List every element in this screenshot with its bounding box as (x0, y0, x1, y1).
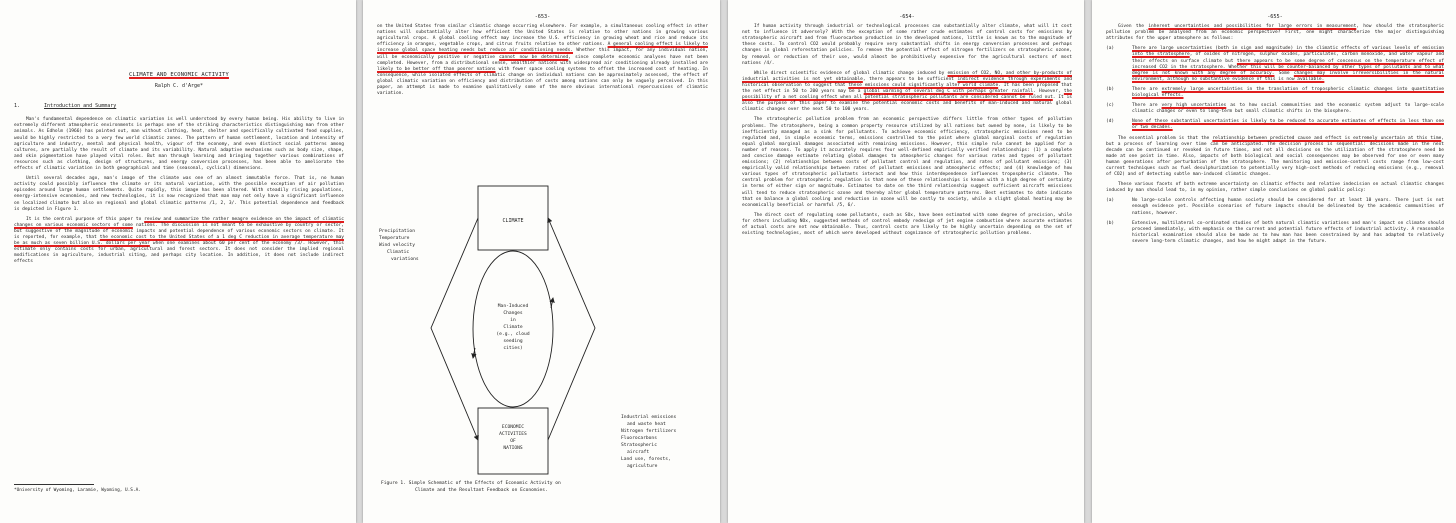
highlighted-text: extremely large uncertainties in the translation of tropospheric climatic changes into quantitative biological effects. (1132, 86, 1445, 99)
text-run: , of oxides of nitrogen, sulphur oxides, particulates, carbon monoxide, and water vapour and their effects on surface climate but (1132, 52, 1445, 64)
document-page-2 (363, 0, 720, 523)
highlighted-text: There are large uncertainties (both in sign and magnitude) in the climatic effects of various levels of emission into the stratosphere (1132, 46, 1444, 58)
list-item (1106, 119, 1444, 131)
center-label-line: cities) (503, 346, 523, 351)
paper-author: Ralph C. d'Arge* (154, 83, 204, 90)
right-arrow-path (548, 218, 595, 440)
text-run: on the United States from similar climatic change occurring elsewhere. For example, a simultaneous cooling effect in other nations will substantially alter how efficient the United States is relative to other nations in growing various agricultural crops. A global cooling effect may increase the U.S. efficiency in growing wheat and rice and reduce its efficiency in oranges, vegetable crops, and citrus fruits relative to other nations. (377, 24, 708, 48)
highlighted-text: indirect evidence through experiments (957, 76, 1061, 82)
center-label-line: Climate (503, 325, 523, 330)
figure-caption-line: Climate and the Resultant Feedback on Economies. (415, 488, 548, 493)
text-run: Given the (1118, 24, 1149, 30)
right-label-line: Industrial emissions (621, 415, 677, 420)
text-run: , since complete economic analyses have not been completed. However, from a distributional sense, wealthier nations with widespread air conditioning already installed are (377, 54, 708, 66)
list-label: (a) (1106, 46, 1115, 52)
list-text: No large-scale controls affecting human society should be considered for at least 10 years. There just is not enough evidence yet. Possible scenarios of future impacts should be delineated by the academic communities of nations, however. (1132, 198, 1444, 216)
text-run: It is the central purpose of this paper to (26, 216, 145, 222)
highlighted-text: emission of CO2, NO, and other by-products of industrial activities is not yet obtainable (742, 70, 1072, 82)
highlighted-text: global warming of several deg C with perhaps greater rainfall (863, 89, 1034, 95)
paper-title (14, 72, 344, 78)
text-run: Some (1274, 70, 1294, 76)
left-arrow-path (431, 218, 478, 440)
loop-arrow-up (551, 298, 553, 308)
list-text (1132, 87, 1444, 99)
section-number: 1. (14, 103, 21, 110)
right-label-line: Stratospheric (621, 443, 657, 448)
text-run: , there appears to be sufficient (862, 76, 958, 82)
text-run: Whether this impact, for any individual nation, will be economically positive or negative (377, 48, 709, 60)
right-label-line: Nitrogen fertilizers (621, 429, 677, 434)
paragraph (377, 24, 708, 97)
document-page-1 (0, 0, 356, 523)
list-item (1106, 221, 1444, 245)
highlighted-text: cannot now be determined (499, 54, 569, 60)
figure-caption-line: Figure 1. Simple Schematic of the Effects of Economic Activity on (381, 481, 561, 486)
climate-box-label: CLIMATE (502, 218, 524, 224)
page-4-content (1106, 0, 1444, 523)
highlighted-text: very high uncertainties (1161, 103, 1227, 109)
text-run: There are (1132, 103, 1162, 109)
highlighted-text: these emissions could significantly alter world climate (848, 82, 999, 88)
text-run: with fewer space cooling systems to offset the increased cost of heating. In consequence, while isolated effects of climatic change on individual nations can be approximately assessed, the effect of global climatic variation on efficiency and distribution of costs among nations can only be vaguely perceived. In this paper, an attempt is made to examine qualitatively some of the more obvious international repercussions of climatic variation. (377, 66, 708, 97)
paragraph: The stratospheric pollution problem from an economic perspective differs little from other types of pollution problems. The stratosphere, being a common property resource utilized by all nations but owned by none, is likely to be inefficiently managed as a sink for pollutants. To achieve economic efficiency, stratospheric emissions need to be regulated and, in simple economic terms, emissions controlled to the point where global marginal costs of regulation equal global marginal damages associated with remaining emissions. However, this simple rule cannot be applied for a number of reasons. To apply it accurately requires four well-defined empirically verified relationships: (1) a complete and concise damage estimate relating global damages to atmospheric changes for various rates and types of pollutant emissions; (2) relationships between costs of pollutant control and regulation, and rates of pollutant emissions; (3) empirically valid relationships between rates of pollutant emissions and atmospheric effects; and (4) knowledge of how various types of stratospheric pollutants interact and how this interdependence influences tropospheric climate. The central problem for stratospheric regulation is that none of these relationships is known with a high degree of certainty in terms of either sign or magnitude. Estimates to date on the third relationship suggest sufficient aircraft emissions will tend to reduce stratospheric ozone and thereby alter global temperature patterns. Best estimates to date indicate that on balance a global cooling and reduction in ozone will be costly to society, while a slight global heating may be economically beneficial or harmful /5, 6/. (742, 117, 1072, 208)
econ-box-line: OF (510, 439, 516, 444)
list-text (1132, 46, 1444, 83)
page-number: -653- (534, 14, 551, 20)
highlighted-text: None of these substantial uncertainties is likely to be reduced to accurate estimates of effects in less than one or two decades. (1132, 119, 1444, 131)
section-title: Introduction and Summary (44, 103, 117, 110)
text-run: . It has been proposed that the net effect in 50 to 200 years may be a (742, 82, 1072, 95)
footnote (14, 484, 141, 493)
text-run: . It is also the purpose of this paper to examine the potential economic costs and benefits of man-induced and natural global climatic changes over the next 50 to 100 years. (742, 95, 1073, 113)
highlighted-text: relationship between predicted cause and effect is extremely uncertain at this time (1212, 135, 1442, 141)
right-label-line: agriculture (627, 464, 658, 469)
text-run: nations. The discussion is not meant to be exhaustive by country or sector, but suggestive of the magnitude of economic impacts and potential dependence of various economic sectors on climate. It is reported, for example, that (14, 222, 345, 240)
center-label-line: in (510, 318, 516, 323)
page-number: -654- (899, 14, 915, 20)
highlighted-text: A general cooling effect is likely to increase global space heating needs but reduce air conditioning needs. (377, 42, 708, 54)
paragraph: Man's fundamental dependence on climatic variation is well understood by every human being. His ability to live in extremely different atmospheric environments is perhaps one of the striking characteristics distinguishing man from other animals. As Edholm (1966) has pointed out, man without clothing, heat, shelter and specifically cultivated food supplies, would be highly restricted to a very few world climatic zones. The pattern of human settlement, location and intensity of agriculture and industry, mental and physical health, vigour of the economy, and even distinct social patterns among cultures, are partially the result of climate and its variability. Natural adaptive mechanisms such as body size, shape, and skin pigmentation have played vital roles. But man through learning and bringing together various combinations of resources such as clothing, design of structures, and energy conversion processes, has been able to ameliorate the effects of climatic variation in both geographical and time (seasonal, cyclical) dimensions. (14, 117, 344, 172)
list-item (1106, 198, 1444, 216)
highlighted-text: review and summarize the rather meagre evidence on the impact of climatic changes on various economic sectors of some (14, 216, 344, 228)
highlighted-text: there appears to be some degree of concensus on the temperature effect of increased CO2 in the stratosphere. Whether this will be counter-balanced by other types of pollutants and to what degree is not known with any degree of accuracy. (1132, 58, 1444, 76)
text-run: , how should the stratospheric pollution problem be analysed from an economic perspective? First, one might characterize the major distinguishing attributes for the upper atmosphere as follows: (1106, 24, 1445, 42)
left-label-line: Wind velocity (379, 243, 415, 248)
paragraph: These various facets of both extreme uncertainty on climatic effects and relative indecision on actual climatic changes induced by man should lead to, in my opinion, rather simple conclusions on global public policy: (1106, 182, 1444, 194)
econ-box-line: NATIONS (503, 446, 523, 451)
list-label: (c) (1106, 103, 1115, 109)
text-run: There are (1132, 86, 1162, 92)
list-label: (d) (1106, 119, 1115, 125)
highlighted-text: the economic cost to the United States of a 1 deg C reduction in average temperature may be as much as seven billion U.S. dollars per year (14, 234, 344, 247)
list-label: (b) (1106, 86, 1115, 92)
section-heading (14, 103, 344, 109)
left-label-line: Temperature (379, 236, 410, 241)
center-label-line: Changes (503, 311, 523, 316)
center-label-line: (e.g., cloud (496, 332, 530, 337)
econ-box-line: ECONOMIC (501, 425, 525, 430)
highlighted-text: changes may involve irreversibilities in the natural environment, although no substantive evidence of this is now available. (1132, 70, 1444, 82)
list-item (1106, 87, 1444, 99)
list-text (1132, 103, 1444, 115)
right-label-line: aircraft (627, 450, 650, 455)
paragraph: If human activity through industrial or technological processes can substantially alter climate, what will it cost not to influence it adversely? With the exception of some rather crude estimates of control costs for emissions by stratospheric aircraft and from fluorocarbon production in the developed nations, little is known as to the magnitude of these costs. To control CO2 would probably require very substantial shifts in energy conversion processes and perhaps changes in global reforestation policies. To remove the potential effect of nitrogen fertilizers on stratospheric ozone, by removal or reduction of their use, would almost be prohibitively expensive for the agricultural sectors of most nations /4/. (742, 24, 1072, 66)
text-run: While direct scientific evidence of global climatic change induced by (754, 70, 948, 76)
list-text (1132, 119, 1444, 131)
text-run: . However, (1033, 89, 1064, 95)
text-run: and historical observation to suggest that (742, 76, 1073, 88)
right-label-line: Fluorocarbons (621, 436, 657, 441)
list-label: (b) (1106, 220, 1115, 226)
center-label-line: seeding (503, 339, 523, 344)
text-run: as to how social communities and the economic system adjust to large-scale climatic changes or even to long-term but small climatic shifts in the biosphere. (1132, 103, 1445, 115)
paragraph: The direct cost of regulating some pollutants, such as SOx, have been estimated with some degree of precision, while for others including NOx, suggested methods of control embody redesign of jet engine combustion where accurate estimates of actual costs are not now obtainable. Thus, control costs are likely to be highly uncertain depending on the set of existing technologies, most of which were developed without cognizance of stratospheric pollution problems. (742, 212, 1072, 237)
list-item (1106, 103, 1444, 115)
footnote-text: *University of Wyoming, Laramie, Wyoming, U.S.A. (14, 488, 141, 493)
center-label-line: Man-Induced (497, 304, 529, 309)
paragraph (742, 71, 1072, 114)
paper-title-text: CLIMATE AND ECONOMIC ACTIVITY (129, 72, 229, 78)
econ-box-line: ACTIVITIES (499, 432, 527, 437)
page-number: -655- (1267, 14, 1283, 20)
left-label-line: variations (391, 257, 419, 262)
left-label-line: Precipitation (379, 229, 415, 234)
document-page-3 (728, 0, 1084, 523)
highlighted-text: inherent uncertainties and possibilities for large errors in measurement (1148, 24, 1357, 30)
text-run: when one examines about 60 per cent of the economy /3/. However, this estimate only contains costs for urban, agricultural and forest sectors. It does not consider the implied regional modifications in agriculture, industrial siting, and perhaps city location. In addition, it does not include indirect effects (14, 241, 344, 265)
right-label-line: and waste heat (627, 422, 666, 427)
list-text: Extensive, multilateral co-ordinated studies of both natural climatic variations and man's impact on climate should proceed immediately, with emphasis on the current and potential future effects of industrial activity. A reasonable historical examination should also be made as to how man has been constrained by and has adapted to relatively severe long-term climatic changes, and how he might adapt in the future. (1132, 220, 1444, 244)
right-label-line: Land use, forests, (621, 457, 671, 462)
text-run: The essential problem is that the (1118, 135, 1213, 141)
highlighted-text: likely to be better off than poorer nations (377, 66, 496, 72)
paragraph: Until several decades ago, man's image of the climate was one of an almost immutable force. That is, no human activity could possibly influence the climate or its natural variation, with the possible exception of air pollution episodes around large human settlements. Quite rapidly, this image has been altered. With steadily rising populations, energy-intensive economies, and new technologies, it is now recognized that man may not only have a significant influence on localized climate but also on regional and global climatic patterns /1, 2, 3/. This potential dependence and feedback is depicted in Figure 1. (14, 176, 344, 212)
highlighted-text: the possibility of a net cooling effect when all potential stratospheric pollutants are considered cannot be ruled out (742, 89, 1073, 101)
page-3-content (742, 0, 1072, 523)
footnote-rule (14, 484, 94, 485)
paragraph (1106, 136, 1444, 179)
paragraph (1106, 24, 1444, 42)
paragraph (14, 217, 344, 266)
page-1-content (14, 0, 344, 523)
left-label-line: Climatic (387, 250, 410, 255)
text-run: , but a process of learning over time can be anticipated. The decision process is sequential: decisions made in the next decade can be continued or revoked in future times, and not all decisions on the utilization of the stratosphere need be made at one point in time. Also, impacts of both biological and social consequences may be observed for one or even many human generations after perturbation of the stratosphere. The monitoring and emission-control costs range from low-cost current techniques such as fuel desulphurization to potentially very high-cost methods of reducing emissions (e.g., removal of CO2) and of detecting subtle man-induced climatic changes. (1106, 135, 1444, 178)
list-item (1106, 46, 1444, 83)
document-page-4 (1092, 0, 1456, 523)
figure-1-schematic (363, 178, 720, 518)
list-label: (a) (1106, 198, 1115, 204)
